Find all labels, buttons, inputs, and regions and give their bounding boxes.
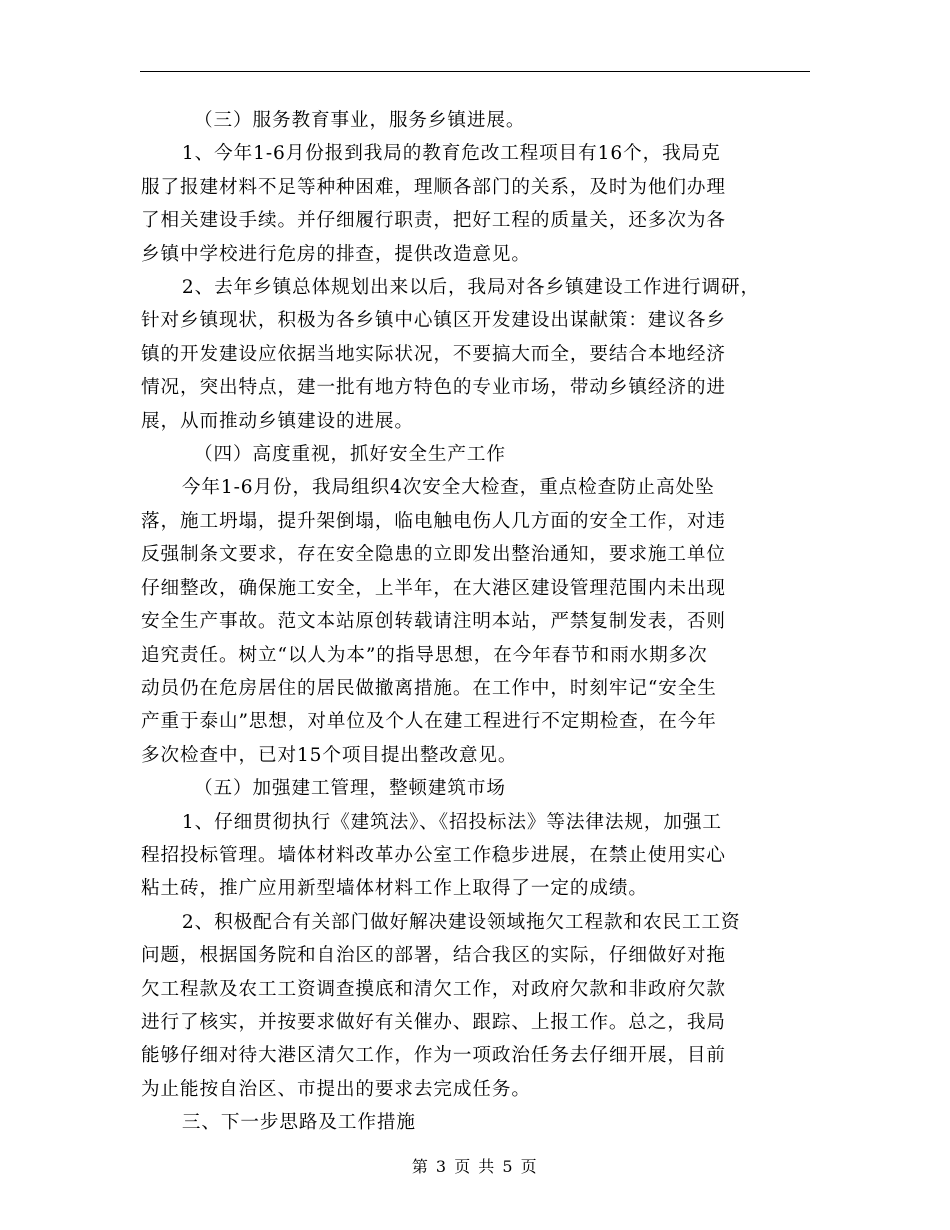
- header-rule: [140, 71, 810, 72]
- section-heading-4: （四）高度重视，抓好安全生产工作: [194, 444, 506, 466]
- paragraph: 1、今年1-6月份报到我局的教育危改工程项目有16个，我局克 服了报建材料不足等种种困难，理顺各部门的关系，及时为他们办理 了相关建设手续。并仔细履行职责，把好工程的质量关，还多次为各 乡镇中学校进行危房的排查，提供改造意见。: [141, 143, 726, 265]
- paragraph: 2、去年乡镇总体规划出来以后，我局对各乡镇建设工作进行调研， 针对乡镇现状，积极为各乡镇中心镇区开发建设出谋献策：建议各乡 镇的开发建设应依据当地实际状况，不要搞大而全，要结合本地经济 情况，突出特点，建一批有地方特色的专业市场，带动乡镇经济的进 展，从而推动乡镇建设的进展。: [141, 277, 760, 432]
- section-heading-next-steps: 三、下一步思路及工作措施: [181, 1112, 416, 1134]
- page-number-footer: 第 3 页 共 5 页: [411, 1157, 539, 1176]
- document-body: [141, 104, 813, 1140]
- paragraph: 今年1-6月份，我局组织4次安全大检查，重点检查防止高处坠 落，施工坍塌，提升架倒塌，临电触电伤人几方面的安全工作，对违 反强制条文要求，存在安全隐患的立即发出整治通知，要求施工单位 仔细整改，确保施工安全，上半年，在大港区建设管理范围内未出现 安全生产事故。范文本站原创转载请注明本站，严禁复制发表，否则 追究责任。树立“以人为本”的指导思想，在今年春节和雨水期多次 动员仍在危房居住的居民做撤离措施。在工作中，时刻牢记“安全生 产重于泰山”思想，对单位及个人在建工程进行不定期检查，在今年 多次检查中，已对15个项目提出整改意见。: [141, 477, 726, 766]
- paragraph: 2、积极配合有关部门做好解决建设领域拖欠工程款和农民工工资 问题，根据国务院和自治区的部署，结合我区的实际，仔细做好对拖 欠工程款及农工工资调查摸底和清欠工作，对政府欠款和非政府欠款 进行了核实，并按要求做好有关催办、跟踪、上报工作。总之，我局 能够仔细对待大港区清欠工作，作为一项政治任务去仔细开展，目前 为止能按自治区、市提出的要求去完成任务。: [141, 911, 741, 1100]
- paragraph: 1、仔细贯彻执行《建筑法》、《招投标法》等法律法规，加强工 程招投标管理。墙体材料改革办公室工作稳步进展，在禁止使用实心 粘土砖，推广应用新型墙体材料工作上取得了一定的成绩。: [141, 811, 726, 900]
- section-heading-3: （三）服务教育事业，服务乡镇进展。: [194, 110, 526, 131]
- section-heading-5: （五）加强建工管理，整顿建筑市场: [194, 778, 506, 800]
